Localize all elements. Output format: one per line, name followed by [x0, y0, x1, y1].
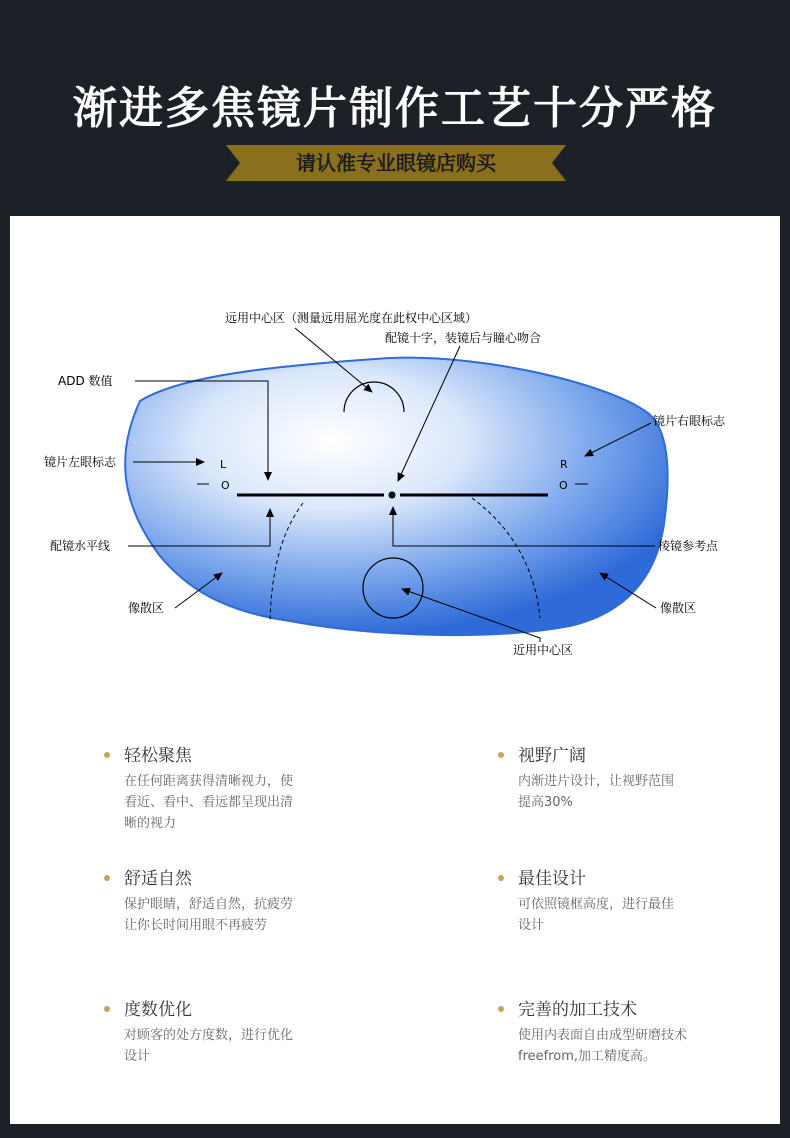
- page-title: 渐进多焦镜片制作工艺十分严格: [73, 83, 717, 134]
- feature-desc: 使用内表面自由成型研磨技术freefrom,加工精度高。: [518, 1028, 688, 1064]
- feature-desc: 对顾客的处方度数，进行优化设计: [124, 1028, 294, 1064]
- feature-desc: 可依照镜框高度，进行最佳设计: [518, 897, 675, 933]
- content-panel: [10, 216, 780, 1124]
- bullet-dot: [498, 1006, 504, 1012]
- label-right-mark: 镜片右眼标志: [653, 414, 726, 428]
- bullet-dot: [104, 875, 110, 881]
- feature-title: 舒适自然: [124, 869, 192, 889]
- header-banner: [0, 0, 790, 216]
- label-near-zone: 近用中心区: [513, 643, 574, 657]
- bullet-dot: [104, 1006, 110, 1012]
- ribbon-text: 请认准专业眼镜店购买: [296, 151, 496, 175]
- lens-letter-R: R: [560, 458, 568, 471]
- label-horizontal-line: 配镜水平线: [50, 539, 111, 553]
- lens-letter-L: L: [220, 458, 227, 471]
- label-aberration-right: 像散区: [660, 601, 697, 615]
- bullet-dot: [104, 752, 110, 758]
- label-left-mark: 镜片左眼标志: [44, 455, 117, 469]
- bullet-dot: [498, 752, 504, 758]
- lens-letter-o-right: O: [559, 479, 568, 492]
- feature-title: 视野广阔: [518, 746, 586, 766]
- feature-title: 轻松聚焦: [124, 746, 192, 766]
- label-far-zone: 远用中心区（测量远用屈光度在此权中心区域）: [225, 311, 478, 325]
- feature-title: 最佳设计: [518, 869, 586, 889]
- label-aberration-left: 像散区: [128, 601, 165, 615]
- lens-shape: [125, 358, 667, 635]
- lens-letter-o-left: O: [221, 479, 230, 492]
- label-add-value: ADD 数值: [58, 374, 113, 388]
- feature-title: 度数优化: [124, 1000, 192, 1020]
- lens-diagram: [10, 216, 780, 696]
- label-prism-point: 棱镜参考点: [658, 539, 719, 553]
- ribbon-badge: [226, 145, 566, 181]
- label-fitting-cross: 配镜十字，装镜后与瞳心吻合: [385, 331, 542, 345]
- feature-desc: 在任何距离获得清晰视力，使看近、看中、看远都呈现出清晰的视力: [124, 774, 294, 831]
- feature-desc: 内渐进片设计，让视野范围提高30%: [518, 774, 675, 810]
- feature-title: 完善的加工技术: [518, 1000, 637, 1020]
- bullet-dot: [498, 875, 504, 881]
- prism-reference-dot: [389, 492, 396, 499]
- feature-desc: 保护眼睛，舒适自然，抗疲劳让你长时间用眼不再疲劳: [124, 897, 294, 933]
